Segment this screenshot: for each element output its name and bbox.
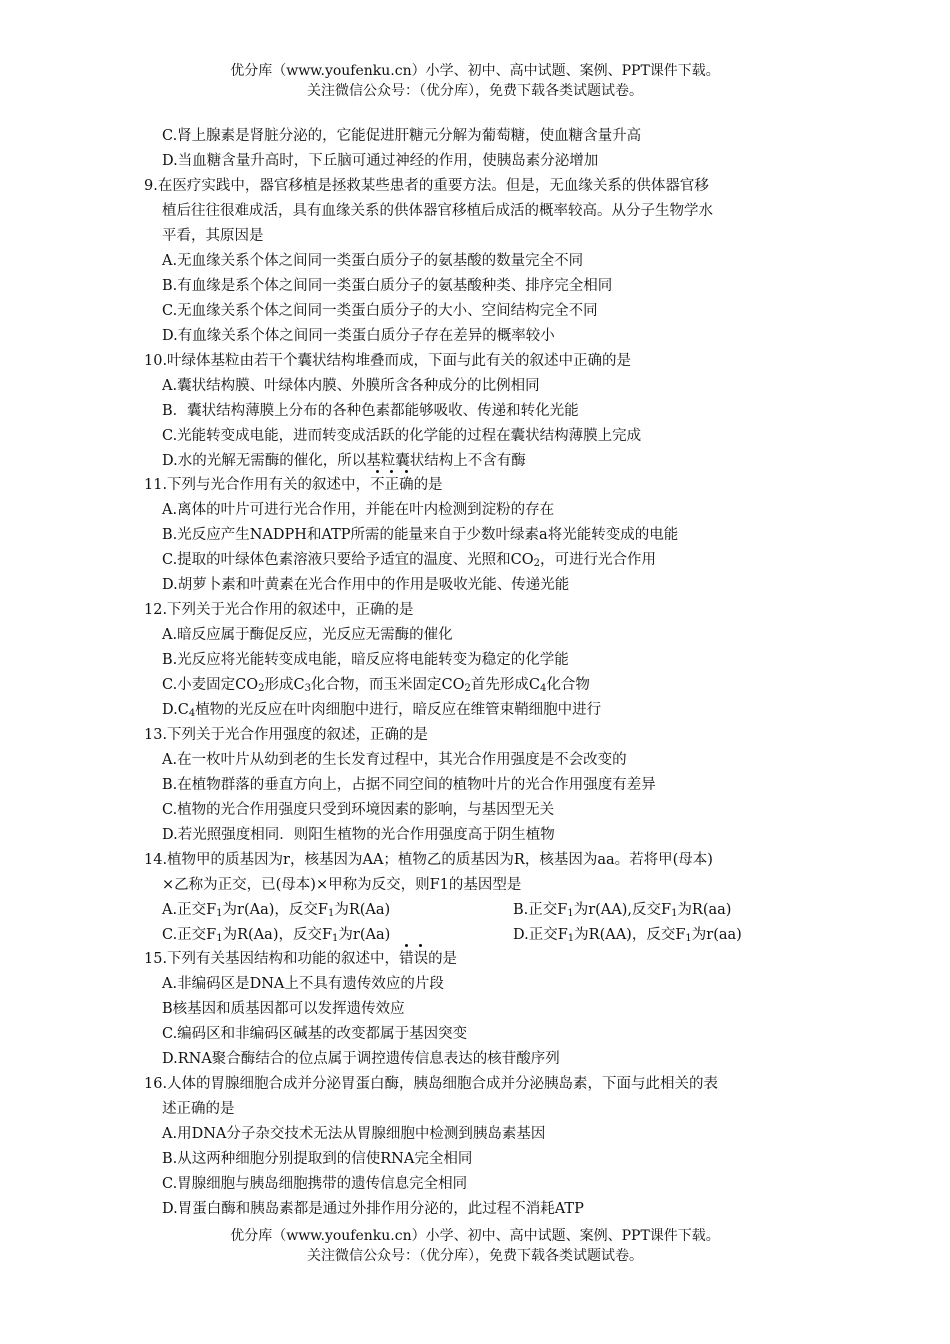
q14-stem-line-1: 14.植物甲的质基因为r，核基因为AA；植物乙的质基因为R，核基因为aa。若将甲(母本) [144, 852, 713, 868]
text-segment: 为R(AA)，反交F [574, 927, 686, 943]
text-segment: C.小麦固定CO [162, 677, 259, 693]
q16-option-a: A.用DNA分子杂交技术无法从胃腺细胞中检测到胰岛素基因 [162, 1126, 546, 1142]
q12-option-d [162, 700, 601, 720]
subscript: 4 [540, 683, 547, 694]
q12-option-a: A.暗反应属于酶促反应，光反应无需酶的催化 [162, 627, 453, 643]
subscript: 2 [464, 683, 471, 694]
q12-option-c [162, 675, 590, 695]
page-footer-line-1: 优分库（www.youfenku.cn）小学、初中、高中试题、案例、PPT课件下载。 [230, 1228, 720, 1244]
q9-option-a: A.无血缘关系个体之间同一类蛋白质分子的氨基酸的数量完全不同 [162, 253, 584, 269]
q11-stem-suffix: 的是 [413, 477, 443, 493]
q13-option-c: C.植物的光合作用强度只受到环境因素的影响，与基因型无关 [162, 802, 555, 818]
q15-option-a: A.非编码区是DNA上不具有遗传效应的片段 [162, 976, 444, 992]
q14-option-b [513, 900, 731, 920]
page-header-line-1: 优分库（www.youfenku.cn）小学、初中、高中试题、案例、PPT课件下载。 [230, 63, 720, 79]
text-segment: 化合物，而玉米固定CO [311, 677, 465, 693]
q11-option-a: A.离体的叶片可进行光合作用，并能在叶内检测到淀粉的存在 [162, 502, 555, 518]
q10-option-b: B．囊状结构薄膜上分布的各种色素都能够吸收、传递和转化光能 [162, 403, 579, 419]
text-segment: 为r(Aa)，反交F [222, 902, 328, 918]
text-segment: 为R(aa) [677, 902, 732, 918]
q11-stem-prefix: 11.下列与光合作用有关的叙述中， [144, 477, 371, 493]
q8-option-c: C.肾上腺素是肾脏分泌的，它能促进肝糖元分解为葡萄糖，使血糖含量升高 [162, 128, 642, 144]
subscript: 1 [567, 908, 574, 919]
q15-option-c: C.编码区和非编码区碱基的改变都属于基因突变 [162, 1026, 468, 1042]
subscript: 2 [258, 683, 265, 694]
text-segment: A.正交F [162, 902, 217, 918]
q11-option-c [162, 550, 656, 570]
emphasis-dot-char: 不 [370, 477, 385, 493]
q15-option-d: D.RNA聚合酶结合的位点属于调控遗传信息表达的核苷酸序列 [162, 1051, 560, 1067]
subscript: 3 [304, 683, 312, 694]
text-segment: 为r(aa) [691, 927, 742, 943]
q9-stem-line-3: 平看，其原因是 [162, 228, 264, 244]
q15-stem-suffix: 的是 [428, 951, 458, 967]
text-segment: B.正交F [513, 902, 568, 918]
q8-option-d: D.当血糖含量升高时，下丘脑可通过神经的作用，使胰岛素分泌增加 [162, 153, 599, 169]
q14-option-c [162, 925, 390, 945]
text-segment: 为R(Aa)，反交F [222, 927, 333, 943]
q16-option-c: C.胃腺细胞与胰岛细胞携带的遗传信息完全相同 [162, 1176, 468, 1192]
emphasis-dot-char: 错 [399, 951, 414, 967]
text-segment: D.正交F [513, 927, 568, 943]
q9-stem-line-2: 植后往往很难成活，具有血缘关系的供体器官移植后成活的概率较高。从分子生物学水 [162, 203, 713, 219]
q16-option-b: B.从这两种细胞分别提取到的信使RNA完全相同 [162, 1151, 473, 1167]
q16-stem-line-2: 述正确的是 [162, 1101, 235, 1117]
q15-stem [144, 949, 457, 969]
q10-option-a: A.囊状结构膜、叶绿体内膜、外膜所含各种成分的比例相同 [162, 378, 540, 394]
q13-option-b: B.在植物群落的垂直方向上，占据不同空间的植物叶片的光合作用强度有差异 [162, 777, 656, 793]
q14-option-d [513, 925, 742, 945]
q10-option-d: D.水的光解无需酶的催化，所以基粒囊状结构上不含有酶 [162, 453, 526, 469]
subscript: 1 [671, 908, 678, 919]
q9-option-c: C.无血缘关系个体之间同一类蛋白质分子的大小、空间结构完全不同 [162, 303, 598, 319]
text-segment: 为r(AA),反交F [573, 902, 672, 918]
subscript: 1 [685, 933, 692, 944]
subscript: 2 [533, 558, 541, 569]
q13-stem: 13.下列关于光合作用强度的叙述，正确的是 [144, 727, 429, 743]
emphasis-dot-char: 确 [399, 477, 414, 493]
q12-stem: 12.下列关于光合作用的叙述中，正确的是 [144, 602, 414, 618]
q11-option-b: B.光反应产生NADPH和ATP所需的能量来自于少数叶绿素a将光能转变成的电能 [162, 527, 679, 543]
text-segment: 形成C [264, 677, 305, 693]
q12-option-b: B.光反应将光能转变成电能，暗反应将电能转变为稳定的化学能 [162, 652, 569, 668]
text-segment: C.提取的叶绿体色素溶液只要给予适宜的温度、光照和CO [162, 552, 534, 568]
q13-option-a: A.在一枚叶片从幼到老的生长发育过程中，其光合作用强度是不会改变的 [162, 752, 627, 768]
q10-option-c: C.光能转变成电能，进而转变成活跃的化学能的过程在囊状结构薄膜上完成 [162, 428, 642, 444]
subscript: 1 [216, 933, 223, 944]
emphasis-dot-char: 误 [413, 951, 429, 967]
subscript: 1 [327, 908, 335, 919]
subscript: 4 [188, 708, 196, 719]
emphasis-dot-char: 正 [384, 477, 400, 493]
text-segment: ，可进行光合作用 [540, 552, 657, 568]
q11-option-d: D.胡萝卜素和叶黄素在光合作用中的作用是吸收光能、传递光能 [162, 577, 570, 593]
page-footer-line-2: 关注微信公众号：（优分库），免费下载各类试题试卷。 [307, 1248, 643, 1264]
q14-stem-line-2: ×乙称为正交，已(母本)×甲称为反交，则F1的基因型是 [162, 877, 522, 893]
q13-option-d: D.若光照强度相同．则阳生植物的光合作用强度高于阴生植物 [162, 827, 555, 843]
text-segment: D.C [162, 702, 189, 718]
q15-option-b: B核基因和质基因都可以发挥遗传效应 [162, 1001, 405, 1017]
q14-option-a [162, 900, 390, 920]
q15-stem-prefix: 15.下列有关基因结构和功能的叙述中， [144, 951, 400, 967]
subscript: 1 [216, 908, 223, 919]
text-segment: 为r(Aa) [338, 927, 391, 943]
text-segment: 为R(Aa) [334, 902, 391, 918]
text-segment: C.正交F [162, 927, 217, 943]
q16-stem-line-1: 16.人体的胃腺细胞合成并分泌胃蛋白酶，胰岛细胞合成并分泌胰岛素，下面与此相关的表 [144, 1076, 719, 1092]
text-segment: 植物的光反应在叶肉细胞中进行，暗反应在维管束鞘细胞中进行 [195, 702, 602, 718]
text-segment: 化合物 [546, 677, 590, 693]
q10-stem: 10.叶绿体基粒由若干个囊状结构堆叠而成，下面与此有关的叙述中正确的是 [144, 353, 632, 369]
q16-option-d: D.胃蛋白酶和胰岛素都是通过外排作用分泌的，此过程不消耗ATP [162, 1201, 584, 1217]
q9-option-b: B.有血缘是系个体之间同一类蛋白质分子的氨基酸种类、排序完全相同 [162, 278, 613, 294]
q9-stem-line-1: 9.在医疗实践中，器官移植是拯救某些患者的重要方法。但是，无血缘关系的供体器官移 [144, 178, 709, 194]
subscript: 1 [332, 933, 339, 944]
page-header-line-2: 关注微信公众号：（优分库），免费下载各类试题试卷。 [307, 83, 643, 99]
q11-stem [144, 475, 443, 495]
subscript: 1 [567, 933, 575, 944]
q9-option-d: D.有血缘关系个体之间同一类蛋白质分子存在差异的概率较小 [162, 328, 555, 344]
text-segment: 首先形成C [470, 677, 540, 693]
